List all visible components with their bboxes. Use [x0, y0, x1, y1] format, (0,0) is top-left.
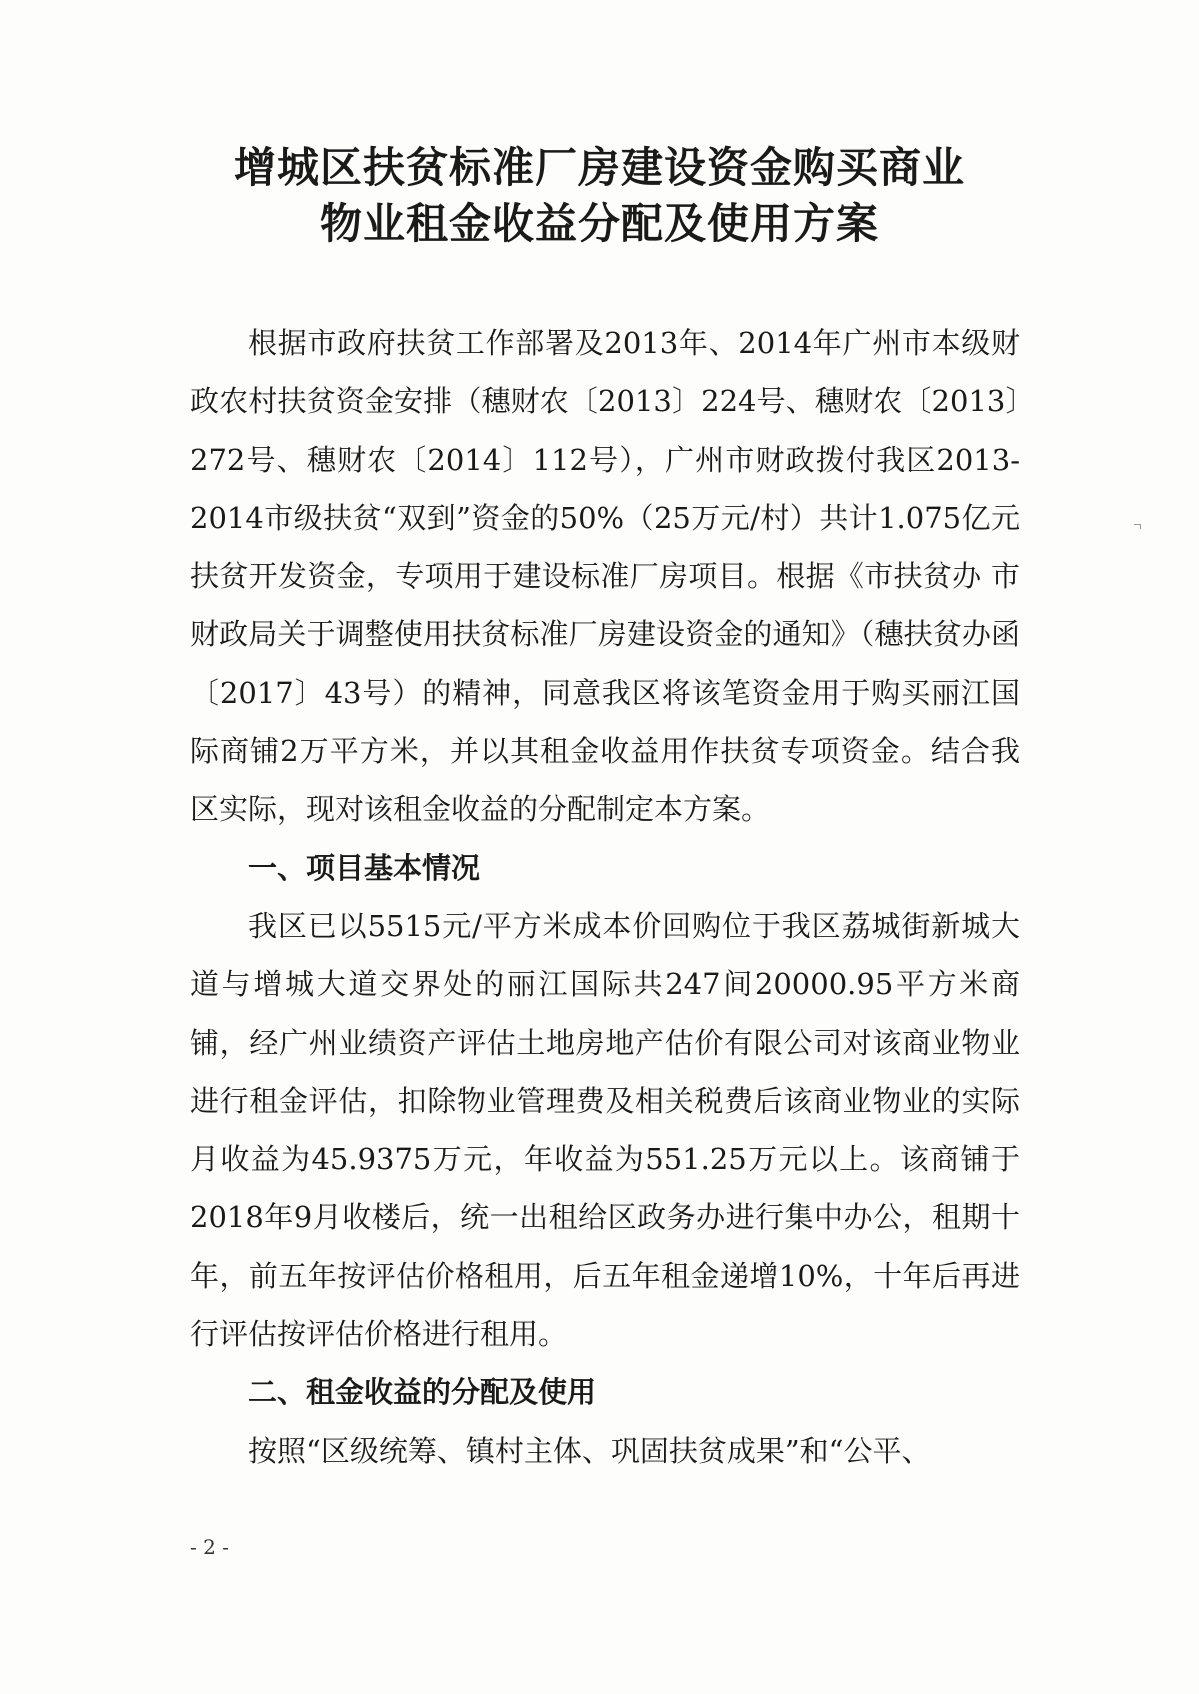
document-body	[190, 314, 1020, 1480]
paragraph-project-overview: 我区已以5515元/平方米成本价回购位于我区荔城街新城大道与增城大道交界处的丽江国际共247间20000.95平方米商铺，经广州业绩资产评估土地房地产估价有限公司对该商业物业进行租金评估，扣除物业管理费及相关税费后该商业物业的实际月收益为45.9375万元，年收益为551.25万元以上。该商铺于2018年9月收楼后，统一出租给区政务办进行集中办公，租期十年，前五年按评估价格租用，后五年租金递增10%，十年后再进行评估按评估价格进行租用。	[190, 908, 1020, 1352]
scan-mark	[1134, 524, 1141, 529]
section-heading-rent-distribution: 二、租金收益的分配及使用	[248, 1375, 597, 1410]
paragraph-rent-distribution: 按照“区级统筹、镇村主体、巩固扶贫成果”和“公平、	[248, 1433, 931, 1468]
document-title-line-1: 增城区扶贫标准厂房建设资金购买商业	[233, 143, 965, 192]
section-heading-project-overview: 一、项目基本情况	[248, 850, 481, 885]
page-number: - 2 -	[190, 1535, 229, 1559]
paragraph-background: 根据市政府扶贫工作部署及2013年、2014年广州市本级财政农村扶贫资金安排（穗财农〔2013〕224号、穗财农〔2013〕272号、穗财农〔2014〕112号），广州市财政拨付我区2013-2014市级扶贫“双到”资金的50%（25万元/村）共计1.075亿元扶贫开发资金，专项用于建设标准厂房项目。根据《市扶贫办 市财政局关于调整使用扶贫标准厂房建设资金的通知》（穗扶贫办函〔2017〕43号）的精神，同意我区将该笔资金用于购买丽江国际商铺2万平方米，并以其租金收益用作扶贫专项资金。结合我区实际，现对该租金收益的分配制定本方案。	[190, 326, 1020, 827]
document-title-line-2: 物业租金收益分配及使用方案	[319, 199, 879, 248]
